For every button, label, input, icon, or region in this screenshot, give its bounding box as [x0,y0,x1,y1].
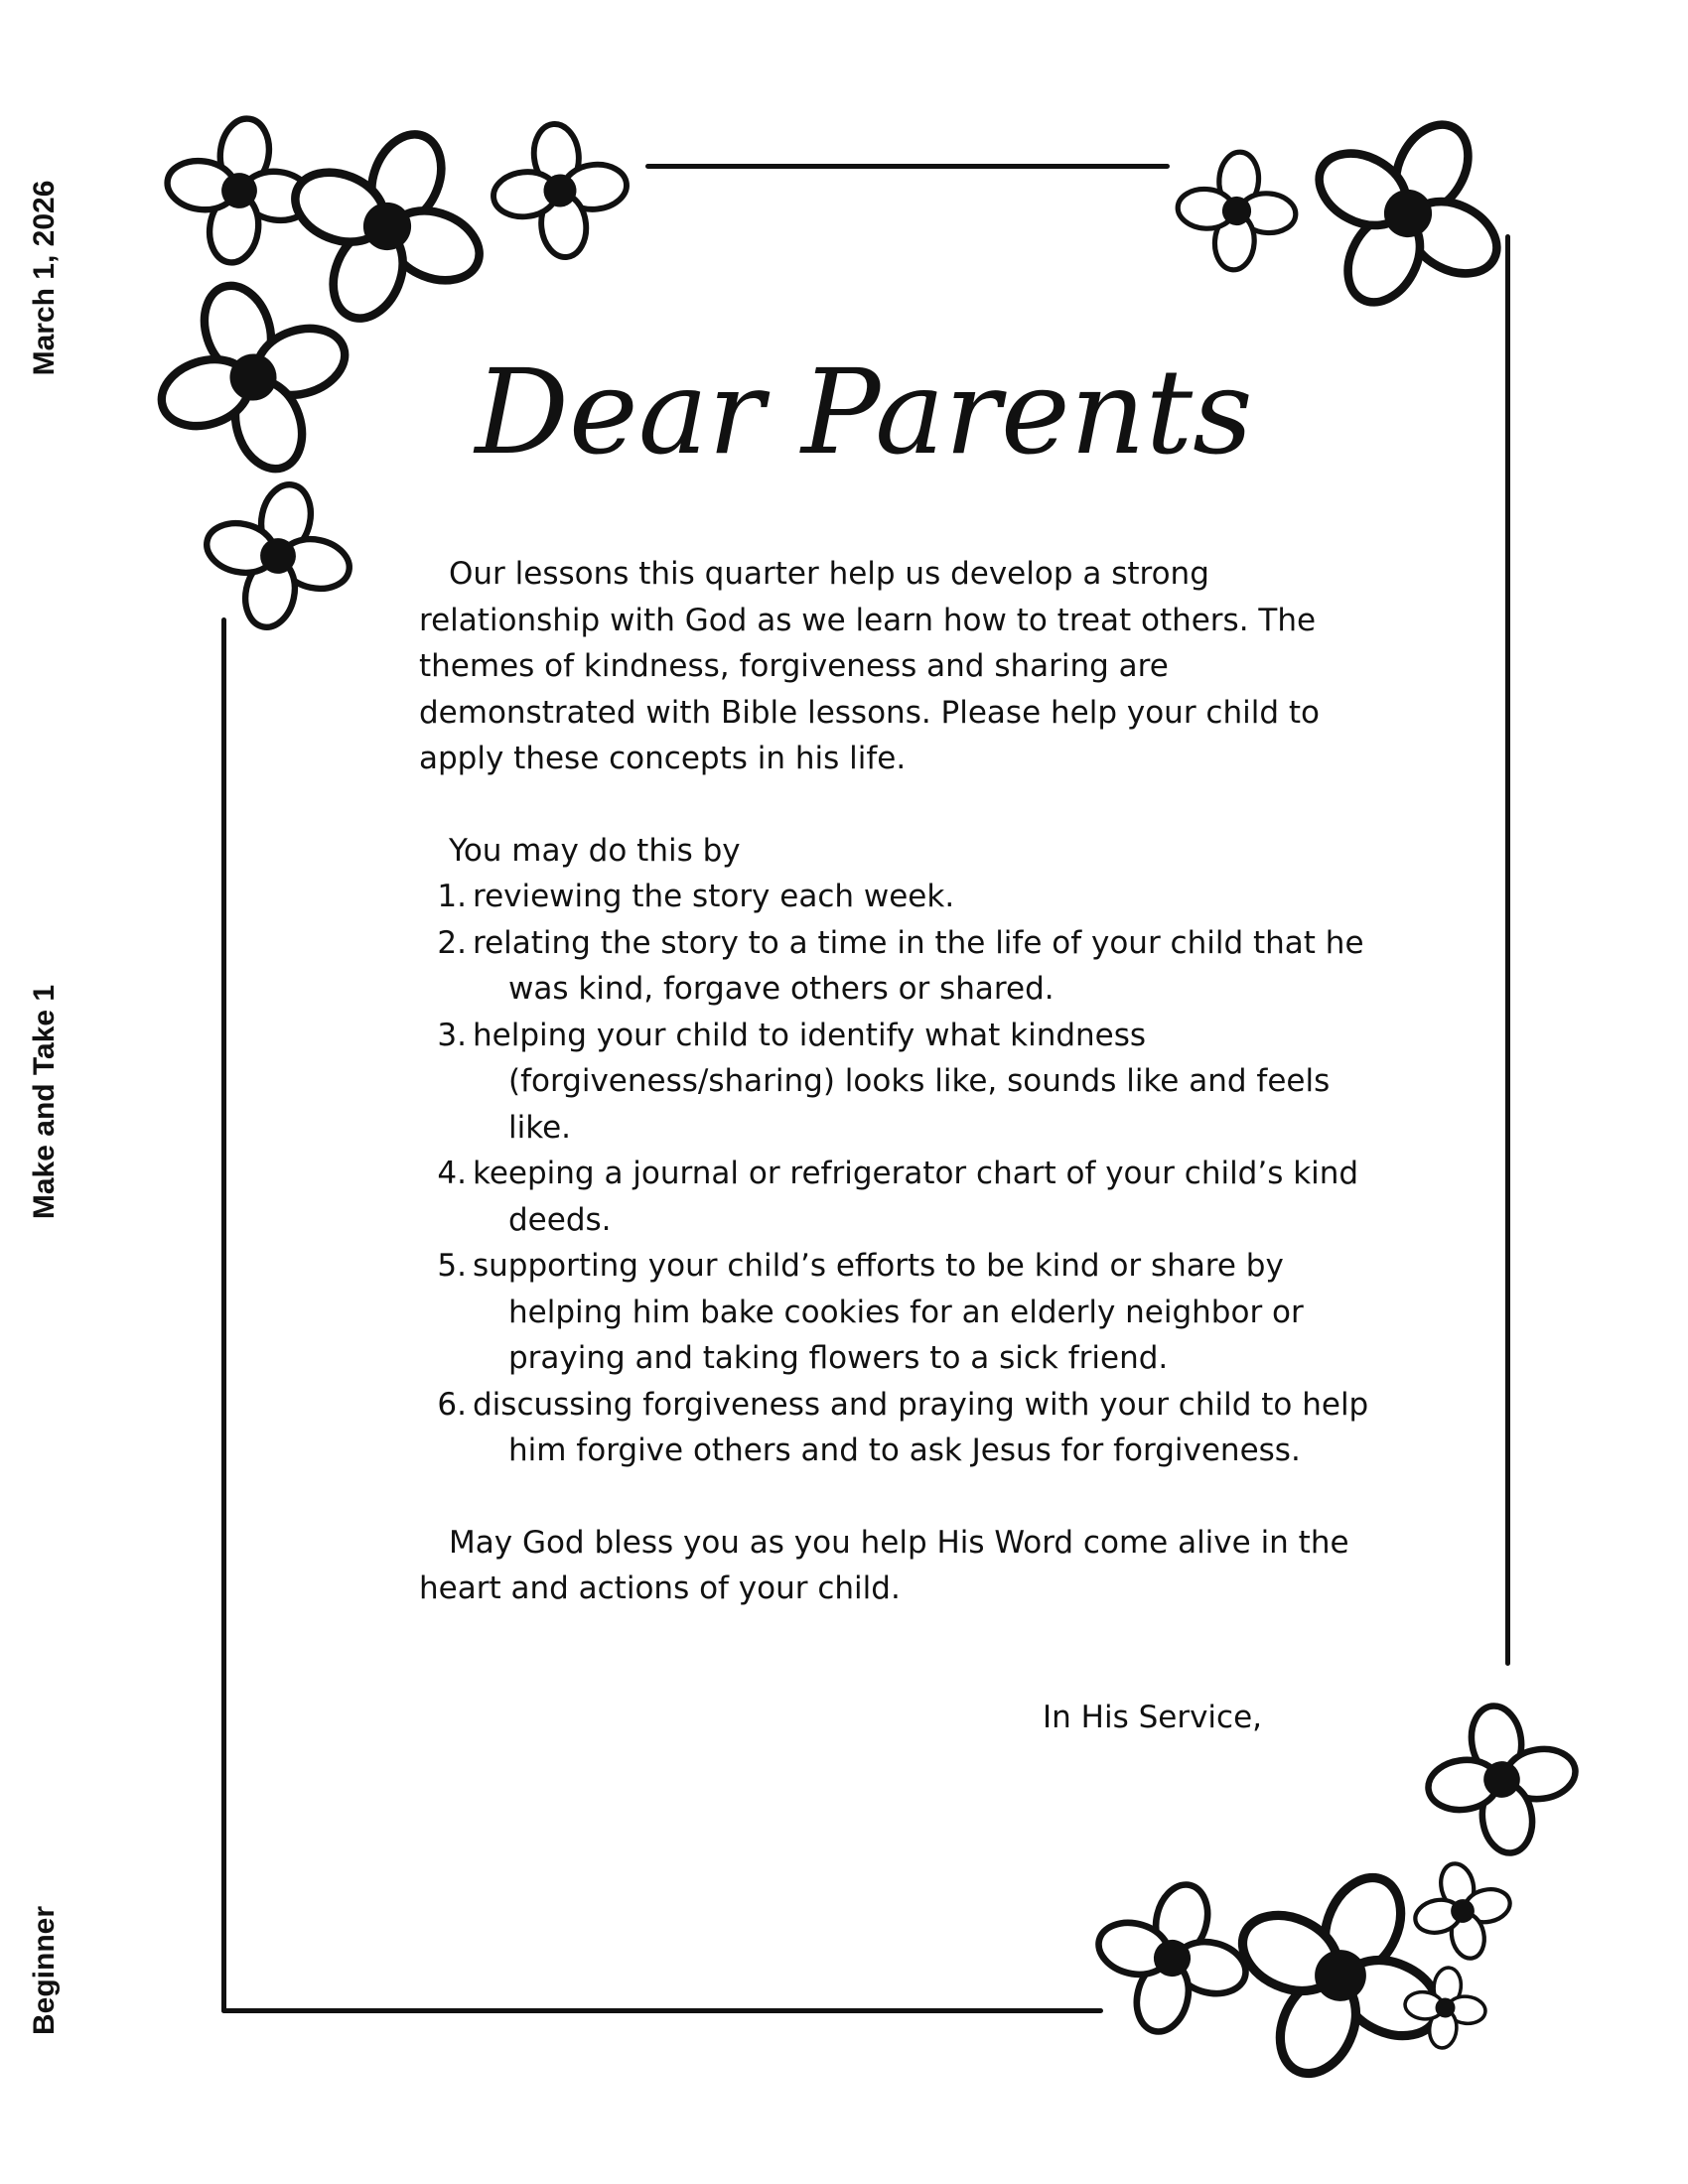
margin-level: Beginner [28,1905,61,2036]
flower-icon [1398,1961,1492,2055]
list-item-number: 6. [437,1386,467,1423]
flower-icon [199,477,357,635]
flower-icon [1309,114,1507,313]
list-item [419,1243,1372,1382]
list-item-number: 5. [437,1248,467,1284]
letter-body [419,551,1372,1612]
list-item-text: keeping a journal or refrigerator chart of your child’s kind deeds. [473,1156,1359,1238]
suggestion-list [419,874,1372,1474]
list-item-text: supporting your child’s efforts to be kind or share by helping him bake cookies for an elderly neighbor or praying and taking flowers to a sick friend. [473,1248,1304,1376]
intro-paragraph: Our lessons this quarter help us develop a strong relationship with God as we learn how to treat others. The themes of kindness, forgiveness and sharing are demonstrated with Bible lessons. Please help your child to apply these concepts in his life. [419,556,1320,776]
flower-icon [1408,1856,1517,1966]
list-item-number: 2. [437,924,467,961]
frame-bottom-line [221,2008,1103,2013]
list-item [419,874,1372,920]
frame-top-line [645,164,1170,169]
list-item-text: relating the story to a time in the life of your child that he was kind, forgave others or shared. [473,924,1364,1007]
list-item-text: reviewing the story each week. [473,879,955,914]
list-item [419,1151,1372,1243]
list-item-number: 4. [437,1156,467,1191]
list-item [419,920,1372,1013]
list-item [419,1013,1372,1152]
frame-left-line [221,617,226,2013]
list-item-number: 3. [437,1017,467,1053]
margin-date: March 1, 2026 [28,180,61,376]
list-item-text: helping your child to identify what kindness (forgiveness/sharing) looks like, sounds like and feels like. [473,1017,1331,1146]
flower-icon [1170,144,1304,278]
margin-series: Make and Take 1 [28,984,61,1220]
flower-icon [486,116,634,265]
list-item-number: 1. [437,879,467,914]
lead-in-text: You may do this by [449,832,741,869]
list-item [419,1382,1372,1474]
blessing-paragraph: May God bless you as you help His Word come alive in the heart and actions of your child. [419,1524,1349,1606]
signoff-text: In His Service, [1043,1700,1262,1735]
list-item-text: discussing forgiveness and praying with your child to help him forgive others and to ask Jesus for forgiveness. [473,1386,1369,1468]
flower-icon [1420,1698,1584,1861]
flower-icon [1090,1876,1254,2040]
page-title: Dear Parents [475,343,1253,480]
